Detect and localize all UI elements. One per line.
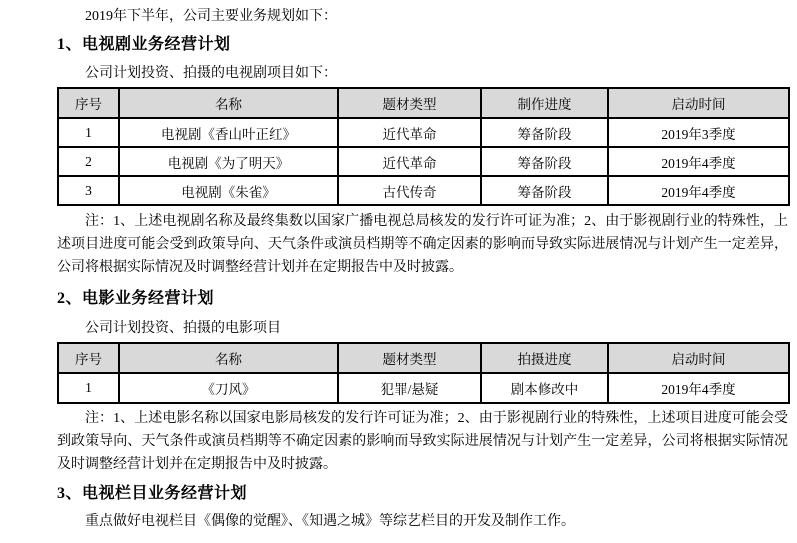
section-1-note: 注：1、上述电视剧名称及最终集数以国家广播电视总局核发的发行许可证为准；2、由于影视剧行业的特殊性，上述项目进度可能会受到政策导向、天气条件或演员档期等不确定因素的影响而导致实际进展情况与计划产生一定差异，公司将根据实际情况及时调整经营计划并在定期报告中及时披露。	[57, 214, 788, 275]
table-row	[58, 373, 789, 403]
table-cell-progress: 筹备阶段	[481, 118, 608, 147]
table-row	[58, 147, 789, 176]
table-header-cell-start-time: 启动时间	[608, 88, 789, 118]
table-cell-genre: 近代革命	[338, 147, 481, 176]
section-1-heading: 1、电视剧业务经营计划	[57, 36, 231, 53]
table-header-cell-start-time: 启动时间	[608, 343, 789, 373]
table-cell-progress: 筹备阶段	[481, 176, 608, 205]
table-cell-name: 电视剧《香山叶正红》	[119, 118, 338, 147]
table-header-row	[58, 343, 789, 373]
table-header-cell-index: 序号	[58, 343, 119, 373]
table-cell-index: 3	[58, 176, 119, 205]
table-cell-name: 《刀风》	[119, 373, 338, 403]
table-cell-index: 2	[58, 147, 119, 176]
table-cell-name: 电视剧《朱雀》	[119, 176, 338, 205]
table-cell-start-time: 2019年4季度	[608, 176, 789, 205]
tv-drama-projects-table	[57, 87, 790, 206]
table-header-row	[58, 88, 789, 118]
table-cell-genre: 古代传奇	[338, 176, 481, 205]
table-cell-index: 1	[58, 118, 119, 147]
table-header-cell-index: 序号	[58, 88, 119, 118]
table-row	[58, 176, 789, 205]
table-cell-start-time: 2019年4季度	[608, 373, 789, 403]
table-header-cell-name: 名称	[119, 343, 338, 373]
section-2-heading: 2、电影业务经营计划	[57, 290, 215, 307]
section-3-heading: 3、电视栏目业务经营计划	[57, 485, 248, 502]
table-header-cell-progress: 制作进度	[481, 88, 608, 118]
table-cell-name: 电视剧《为了明天》	[119, 147, 338, 176]
table-cell-genre: 犯罪/悬疑	[338, 373, 481, 403]
section-2-lead: 公司计划投资、拍摄的电影项目	[85, 321, 281, 336]
section-3-lead: 重点做好电视栏目《偶像的觉醒》、《知遇之城》等综艺栏目的开发及制作工作。	[85, 514, 575, 529]
table-cell-progress: 剧本修改中	[481, 373, 608, 403]
table-row	[58, 118, 789, 147]
table-cell-genre: 近代革命	[338, 118, 481, 147]
table-cell-start-time: 2019年3季度	[608, 118, 789, 147]
table-header-cell-genre: 题材类型	[338, 343, 481, 373]
table-header-cell-progress: 拍摄进度	[481, 343, 608, 373]
table-cell-progress: 筹备阶段	[481, 147, 608, 176]
table-cell-start-time: 2019年4季度	[608, 147, 789, 176]
table-header-cell-genre: 题材类型	[338, 88, 481, 118]
section-1-lead: 公司计划投资、拍摄的电视剧项目如下：	[85, 66, 337, 81]
intro-paragraph: 2019年下半年，公司主要业务规划如下：	[85, 9, 337, 24]
table-cell-index: 1	[58, 373, 119, 403]
table-header-cell-name: 名称	[119, 88, 338, 118]
section-2-note: 注：1、上述电影名称以国家电影局核发的发行许可证为准；2、由于影视剧行业的特殊性，上述项目进度可能会受到政策导向、天气条件或演员档期等不确定因素的影响而导致实际进展情况与计划产生一定差异，公司将根据实际情况及时调整经营计划并在定期报告中及时披露。	[57, 411, 788, 472]
film-projects-table	[57, 342, 790, 404]
